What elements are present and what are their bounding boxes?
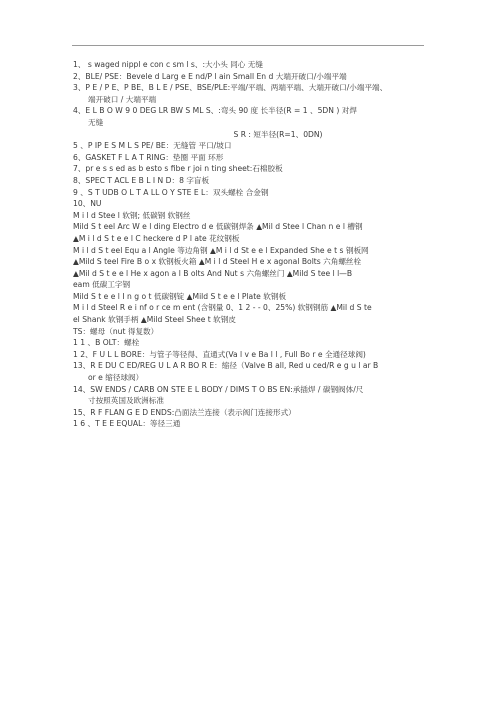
text-line: 10、NU (73, 199, 102, 209)
text-line: 7、pr e s s ed as b esto s fibe r joi n ting sheet:石棉胶板 (73, 164, 283, 174)
text-line: Mild S t e e l I n g o t 低碳钢锭 ▲Mild S t e e l Plate 软钢板 (73, 291, 287, 301)
text-line: S R : 短半径(R=1、0DN) (233, 129, 323, 139)
text-line: 1、 s waged nippl e con c sm l s、:大小头 同心 无缝 (73, 60, 263, 69)
text-line: 1 1 、B OLT：螺栓 (73, 338, 140, 348)
text-line: el Shank 软钢手柄 ▲Mild Steel Shee t 软钢皮 (73, 315, 236, 325)
text-line: ▲Mil d S t e e l He x agon a l B olts And Nut s 六角螺丝门 ▲Mild S tee l l—B (73, 268, 353, 278)
text-line: 6、GASKET F L A T RING：垫圈 平面 环形 (73, 152, 224, 162)
text-line: ▲M i l d S t e e l C heckere d P l ate 花纹钢板 (73, 233, 240, 243)
text-line: 13、R E DU C ED/REG U L A R BO R E：缩径（Valve B all, Red u ced/R e g u l ar B (73, 361, 379, 371)
text-line: ▲Mild S teel Fire B o x 软钢板火箱 ▲M i l d Steel H e x agonal Bolts 六角螺丝栓 (73, 257, 362, 267)
text-line: 8、SPEC T ACL E B L I N D：8 字盲板 (73, 175, 210, 185)
text-line: TS：螺母（nut 得复数） (73, 326, 159, 336)
text-line: 5 、P IP E S M L S PE/ BE：无缝管 平口/坡口 (73, 141, 232, 151)
text-line: 1 6 、T E E EQUAL：等径三通 (73, 419, 181, 429)
document-body (73, 59, 423, 430)
text-line: M i l d Steel R e i nf o r ce m ent (含钢量 0、1 2 - - 0、25%) 软钢钢筋 ▲Mil d S te (73, 303, 372, 313)
text-line: eam 低碳工字钢 (73, 280, 131, 290)
text-line: 端开破口 / 大端平端 (88, 94, 157, 104)
text-line: or e 缩径球阀） (88, 373, 144, 383)
text-line: 3、P E / P E、P BE、B L E / PSE、BSE/PLE:平端/平端、两端平端、大端开破口/小端平端、 (73, 83, 388, 93)
text-line: M i l d Stee l 软钢; 低碳钢 软钢丝 (73, 210, 191, 220)
text-line: 9 、S T UDB O L T A LL O Y STE E L：双头螺栓 合金钢 (73, 187, 269, 197)
text-line: Mild S t eel Arc W e l ding Electro d e 低碳钢焊条 ▲Mil d Stee l Chan n e l 槽钢 (73, 222, 363, 232)
text-line: 无缝 (88, 117, 104, 127)
text-line: M i l d S t eel Equ a l Angle 等边角钢 ▲M i l d St e e l Expanded She e t s 钢板网 (73, 245, 369, 255)
text-line: 4、E L B O W 9 0 DEG LR BW S ML S、:弯头 90 度 长半径(R = 1 、5DN ) 对焊 (73, 106, 357, 116)
text-line: 15、R F FLAN G E D ENDS:凸面法兰连接（表示阀门连接形式） (73, 407, 296, 417)
header-rule (72, 45, 424, 46)
text-line: 寸按照英国及欧洲标准 (88, 396, 164, 406)
text-line: 1 2、F U L L BORE：与管子等径得、直通式(Va l v e Ba l l , Full Bo r e 全通径球阀) (73, 349, 366, 359)
text-line: 14、SW ENDS / CARB ON STE E L BODY / DIMS T O BS EN:承插焊 / 碳钢阀体/尺 (73, 384, 364, 394)
text-line: 2、BLE/ PSE：Bevele d Larg e E nd/P l ain Small En d 大端开破口/小端平端 (73, 71, 347, 81)
